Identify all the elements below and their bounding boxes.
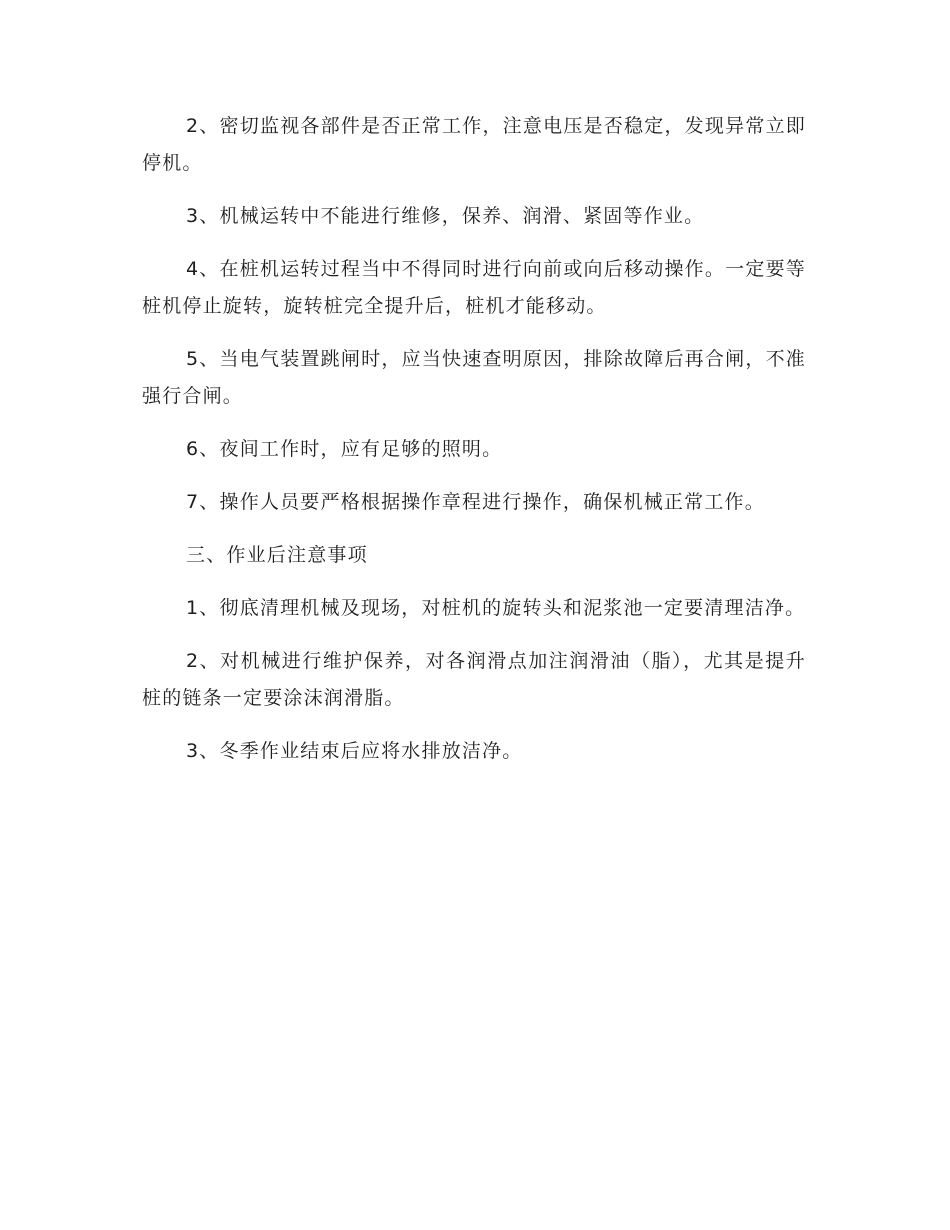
paragraph-item-3-winter: 3、冬季作业结束后应将水排放洁净。 — [186, 740, 523, 762]
paragraph-item-2-maintenance: 2、对机械进行维护保养，对各润滑点加注润滑油（脂），尤其是提升桩的链条一定要涂沫润滑脂。 — [142, 650, 806, 709]
paragraph-item-2-monitor: 2、密切监视各部件是否正常工作，注意电压是否稳定，发现异常立即停机。 — [142, 115, 806, 174]
paragraph-item-6-lighting: 6、夜间工作时，应有足够的照明。 — [186, 438, 503, 460]
section-heading-after-work: 三、作业后注意事项 — [186, 544, 368, 566]
document-body — [142, 108, 806, 786]
paragraph-item-7-procedure: 7、操作人员要严格根据操作章程进行操作，确保机械正常工作。 — [186, 491, 765, 513]
paragraph-item-3-no-repair: 3、机械运转中不能进行维修，保养、润滑、紧固等作业。 — [186, 205, 705, 227]
paragraph-item-5-trip: 5、当电气装置跳闸时，应当快速查明原因，排除故障后再合闸，不准强行合闸。 — [142, 348, 806, 407]
paragraph-item-1-cleanup: 1、彻底清理机械及现场，对桩机的旋转头和泥浆池一定要清理洁净。 — [186, 597, 806, 619]
paragraph-item-4-no-move: 4、在桩机运转过程当中不得同时进行向前或向后移动操作。一定要等桩机停止旋转，旋转桩完全提升后，桩机才能移动。 — [142, 258, 806, 317]
